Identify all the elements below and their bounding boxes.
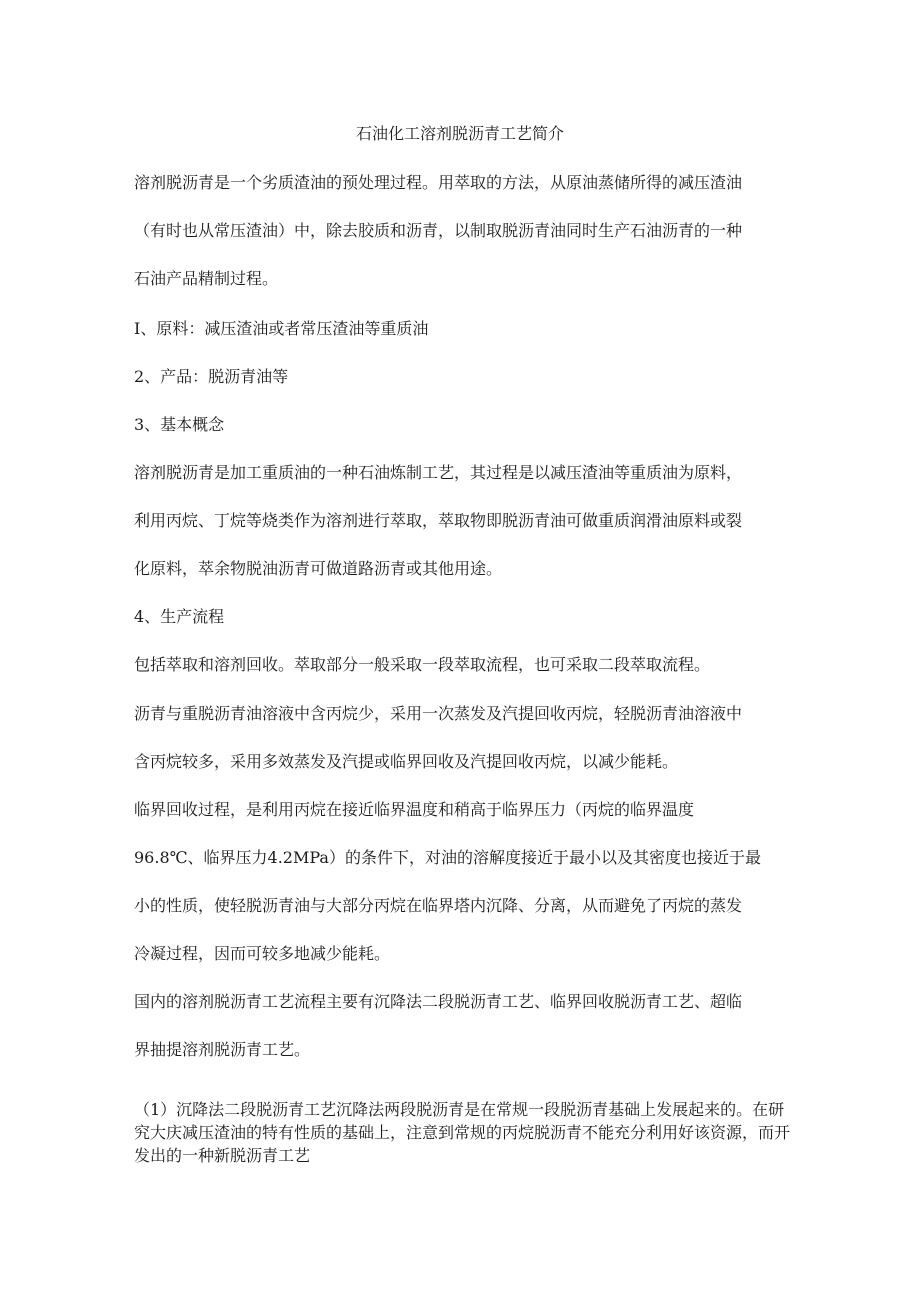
section-heading-basic-concept: 3、基本概念 <box>134 415 225 434</box>
section-heading-process-flow: 4、生产流程 <box>134 607 225 626</box>
document-title: 石油化工溶剂脱沥青工艺简介 <box>355 124 564 143</box>
paragraph-line: 96.8℃、临界压力4.2MPa）的条件下，对油的溶解度接近于最小以及其密度也接近于最 <box>134 848 761 867</box>
paragraph-line: 溶剂脱沥青是加工重质油的一种石油炼制工艺，其过程是以减压渣油等重质油为原料， <box>134 463 743 482</box>
paragraph-line: 小的性质，使轻脱沥青油与大部分丙烷在临界塔内沉降、分离，从而避免了丙烷的蒸发 <box>134 896 743 915</box>
paragraph-line: 包括萃取和溶剂回收。萃取部分一般采取一段萃取流程，也可采取二段萃取流程。 <box>134 655 711 674</box>
paragraph-line: 界抽提溶剂脱沥青工艺。 <box>134 1040 311 1059</box>
list-item-product: 2、产品：脱沥青油等 <box>134 367 289 386</box>
paragraph-line: 石油产品精制过程。 <box>134 269 279 288</box>
paragraph-line: 含丙烷较多，采用多效蒸发及汽提或临界回收及汽提回收丙烷，以减少能耗。 <box>134 752 679 771</box>
paragraph-line: 临界回收过程，是利用丙烷在接近临界温度和稍高于临界压力（丙烷的临界温度 <box>134 800 695 819</box>
paragraph-line: （有时也从常压渣油）中，除去胶质和沥青，以制取脱沥青油同时生产石油沥青的一种 <box>134 221 743 240</box>
paragraph-line: 沥青与重脱沥青油溶液中含丙烷少，采用一次蒸发及汽提回收丙烷，轻脱沥青油溶液中 <box>134 704 743 723</box>
paragraph-line: 利用丙烷、丁烷等烧类作为溶剂进行萃取，萃取物即脱沥青油可做重质润滑油原料或裂 <box>134 511 743 530</box>
subsection-paragraph: （1）沉降法二段脱沥青工艺沉降法两段脱沥青是在常规一段脱沥青基础上发展起来的。在研究大庆减压渣油的特有性质的基础上，注意到常规的丙烷脱沥青不能充分利用好该资源，而开发出的一种新脱沥青工艺 <box>134 1100 791 1165</box>
paragraph-line: 溶剂脱沥青是一个劣质渣油的预处理过程。用萃取的方法，从原油蒸储所得的减压渣油 <box>134 173 743 192</box>
list-item-raw-material: I、原料：减压渣油或者常压渣油等重质油 <box>134 319 429 338</box>
paragraph-line: 冷凝过程，因而可较多地减少能耗。 <box>134 944 391 963</box>
paragraph-line: 化原料，萃余物脱油沥青可做道路沥青或其他用途。 <box>134 559 503 578</box>
paragraph-line: 国内的溶剂脱沥青工艺流程主要有沉降法二段脱沥青工艺、临界回收脱沥青工艺、超临 <box>134 992 743 1011</box>
